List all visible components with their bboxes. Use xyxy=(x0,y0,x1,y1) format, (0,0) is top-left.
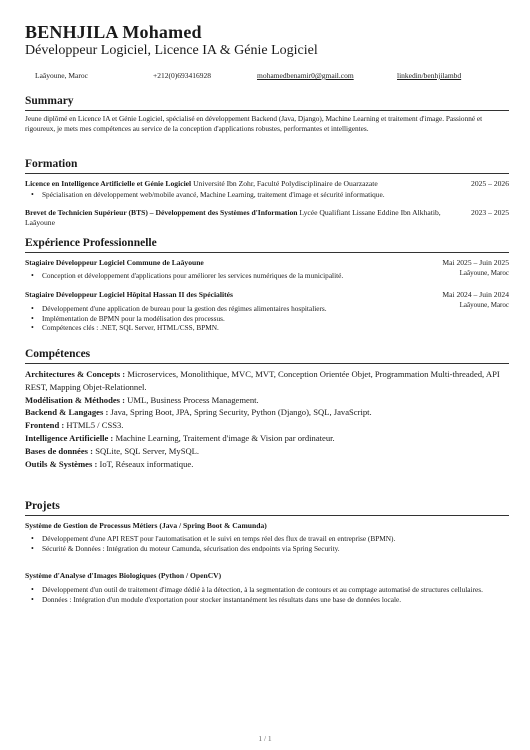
competence-label: Frontend : xyxy=(25,420,65,431)
competence-item xyxy=(25,394,509,407)
formation-entry xyxy=(25,179,509,189)
formation-dates: 2025 – 2026 xyxy=(471,179,509,188)
formation-degree: Brevet de Technicien Supérieur (BTS) – Développement des Systèmes d'Information xyxy=(25,208,298,217)
contact-line xyxy=(25,71,509,83)
competence-label: Modélisation & Méthodes : xyxy=(25,394,126,405)
project-entry xyxy=(25,521,509,531)
competence-item xyxy=(25,368,509,394)
competence-item xyxy=(25,419,509,432)
experience-bullets xyxy=(25,271,425,281)
competence-item xyxy=(25,406,509,419)
formation-heading: Formation xyxy=(25,158,78,170)
list-item: • Développement d'un outil de traitement d'image dédié à la détection, à la segmentation de contours et au comptage automatisé de structures cellulaires. xyxy=(25,585,509,595)
project-entry xyxy=(25,571,509,581)
section-divider xyxy=(25,252,509,253)
formation-degree: Licence en Intelligence Artificielle et Génie Logiciel xyxy=(25,179,192,188)
project-name: Système d'Analyse d'Images Biologiques (Python / OpenCV) xyxy=(25,571,222,580)
candidate-name: BENHJILA Mohamed xyxy=(25,22,202,42)
competences-heading: Compétences xyxy=(25,348,91,360)
competences-list xyxy=(25,368,509,470)
list-item: • Implémentation de BPMN pour la modélisation des processus. xyxy=(25,314,425,324)
contact-location: Laâyoune, Maroc xyxy=(35,71,88,80)
competence-label: Architectures & Concepts : xyxy=(25,369,126,379)
project-name: Système de Gestion de Processus Métiers (Java / Spring Boot & Camunda) xyxy=(25,521,267,530)
section-divider xyxy=(25,173,509,174)
summary-heading: Summary xyxy=(25,95,74,107)
experience-location: Laâyoune, Maroc xyxy=(459,269,509,277)
competence-item xyxy=(25,432,509,445)
competence-value: IoT, Réseaux informatique. xyxy=(97,458,194,469)
experience-entry xyxy=(25,290,509,300)
competence-value: Machine Learning, Traitement d'image & Vision par ordinateur. xyxy=(113,432,335,443)
experience-role: Stagiaire Développeur Logiciel Commune de Laâyoune xyxy=(25,258,204,267)
list-item: • Spécialisation en développement web/mobile avancé, Machine Learning, traitement d'image et sécurité informatique. xyxy=(25,190,509,200)
page-number: 1 / 1 xyxy=(258,734,272,743)
section-divider xyxy=(25,515,509,516)
contact-linkedin-link[interactable]: linkedin/benhjilambd xyxy=(397,71,462,80)
competence-label: Bases de données : xyxy=(25,445,94,456)
experience-location: Laâyoune, Maroc xyxy=(459,301,509,309)
formation-school: Lycée Qualifiant Lissane Eddine Ibn Alkhatib, Laâyoune xyxy=(25,208,441,227)
competence-value: Java, Spring Boot, JPA, Spring Security, Python (Django), SQL, JavaScript. xyxy=(108,407,372,418)
list-item: • Sécurité & Données : Intégration du moteur Camunda, sécurisation des endpoints via Spring Security. xyxy=(25,544,509,554)
experience-bullets xyxy=(25,304,425,333)
section-divider xyxy=(25,363,509,364)
experience-entry xyxy=(25,258,509,268)
experience-role: Stagiaire Développeur Logiciel Hôpital Hassan II des Spécialités xyxy=(25,290,233,299)
projets-heading: Projets xyxy=(25,500,60,512)
competence-value: Microservices, Monolithique, MVC, MVT, Conception Orientée Objet, Programmation Multi-threaded, API REST, Mapping Objet-Relationnel. xyxy=(25,369,500,392)
experience-heading: Expérience Professionnelle xyxy=(25,237,157,249)
competence-value: SQLite, SQL Server, MySQL. xyxy=(93,445,200,456)
contact-email-link[interactable]: mohamedbenamir0@gmail.com xyxy=(257,71,354,80)
list-item: • Conception et développement d'applications pour améliorer les services numériques de la municipalité. xyxy=(25,271,425,281)
candidate-title: Développeur Logiciel, Licence IA & Génie Logiciel xyxy=(25,43,318,58)
summary-text: Jeune diplômé en Licence IA et Génie Logiciel, spécialisé en développement Backend (Java, Django), Machine Learning et traitement d'image. Passionné et rigoureux, je mets mes compétences au service de la conception d'applications robustes, performantes et intelligentes. xyxy=(25,114,483,133)
competence-value: UML, Business Process Management. xyxy=(125,394,259,405)
project-bullets xyxy=(25,585,509,604)
section-divider xyxy=(25,110,509,111)
competence-label: Backend & Langages : xyxy=(25,407,109,418)
formation-entry xyxy=(25,208,509,228)
list-item: • Compétences clés : .NET, SQL Server, HTML/CSS, BPMN. xyxy=(25,323,425,333)
list-item: • Développement d'une API REST pour l'automatisation et le suivi en temps réel des flux de travail en entreprise (BPMN). xyxy=(25,534,509,544)
formation-bullets xyxy=(25,190,509,200)
experience-dates: Mai 2025 – Juin 2025 xyxy=(442,258,509,267)
experience-dates: Mai 2024 – Juin 2024 xyxy=(442,290,509,299)
contact-phone: +212(0)693416928 xyxy=(153,71,211,80)
formation-dates: 2023 – 2025 xyxy=(471,208,509,217)
list-item: • Développement d'une application de bureau pour la gestion des régimes alimentaires hospitaliers. xyxy=(25,304,425,314)
competence-label: Outils & Systèmes : xyxy=(25,458,98,469)
list-item: • Données : Intégration d'un module d'exportation pour stocker instantanément les résultats dans une base de données locale. xyxy=(25,595,509,605)
competence-item xyxy=(25,458,509,471)
competence-label: Intelligence Artificielle : xyxy=(25,432,114,443)
project-bullets xyxy=(25,534,509,553)
competence-value: HTML5 / CSS3. xyxy=(64,420,124,431)
competence-item xyxy=(25,445,509,458)
formation-school: Université Ibn Zohr, Faculté Polydisciplinaire de Ouarzazate xyxy=(191,179,378,188)
